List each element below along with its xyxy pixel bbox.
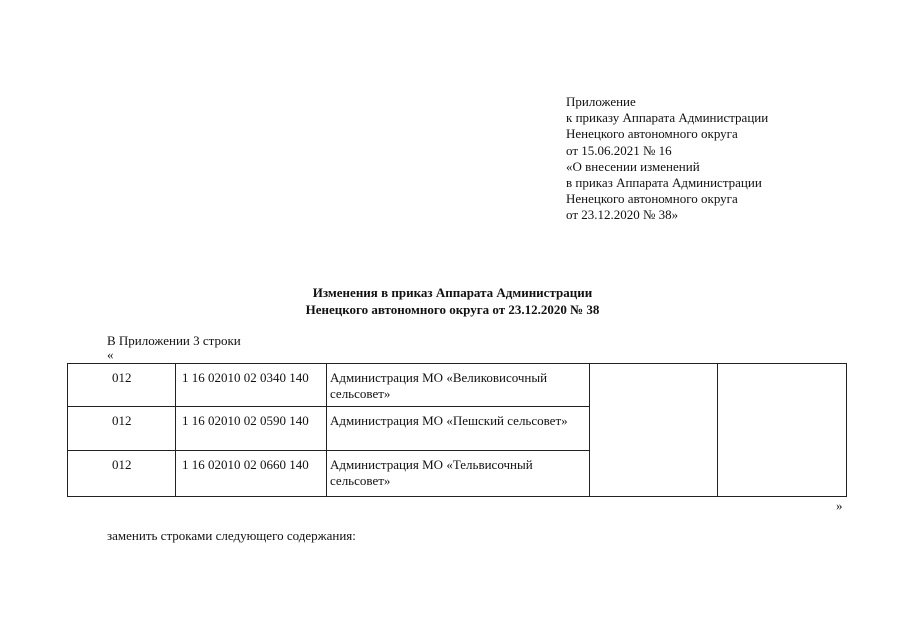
intro-text: В Приложении 3 строки: [107, 333, 241, 348]
admin-code-cell: 012: [68, 451, 176, 497]
kbk-code-cell: 1 16 02010 02 0660 140: [176, 451, 327, 497]
empty-cell: [590, 364, 718, 497]
appendix-line: «О внесении изменений: [566, 158, 700, 174]
admin-code-cell: 012: [68, 407, 176, 451]
appendix-line: в приказ Аппарата Администрации: [566, 175, 762, 191]
appendix-line: Ненецкого автономного округа: [566, 126, 738, 142]
appendix-header: [566, 94, 886, 224]
kbk-code-cell: 1 16 02010 02 0590 140: [176, 407, 327, 451]
admin-name-cell: Администрация МО «Пешский сельсовет»: [327, 407, 590, 451]
appendix-line: от 15.06.2021 № 16: [566, 142, 672, 158]
admin-name-cell: Администрация МО «Великовисочный сельсовет»: [327, 364, 590, 407]
empty-cell: [718, 364, 847, 497]
document-heading: [0, 284, 905, 318]
appendix-line: Ненецкого автономного округа: [566, 191, 738, 207]
replace-text: заменить строками следующего содержания:: [107, 528, 356, 543]
closing-quote: »: [836, 498, 843, 513]
kbk-code-cell: 1 16 02010 02 0340 140: [176, 364, 327, 407]
rows-table: [67, 363, 847, 497]
table-row: [68, 364, 847, 407]
admin-code-cell: 012: [68, 364, 176, 407]
appendix-line: к приказу Аппарата Администрации: [566, 110, 769, 126]
appendix-line: от 23.12.2020 № 38»: [566, 207, 679, 223]
heading-line-1: Изменения в приказ Аппарата Администрации: [312, 285, 593, 300]
heading-line-2: Ненецкого автономного округа от 23.12.2020 № 38: [305, 302, 600, 317]
appendix-line: Приложение: [566, 94, 636, 109]
opening-quote: «: [107, 347, 114, 362]
admin-name-cell: Администрация МО «Тельвисочный сельсовет»: [327, 451, 590, 497]
